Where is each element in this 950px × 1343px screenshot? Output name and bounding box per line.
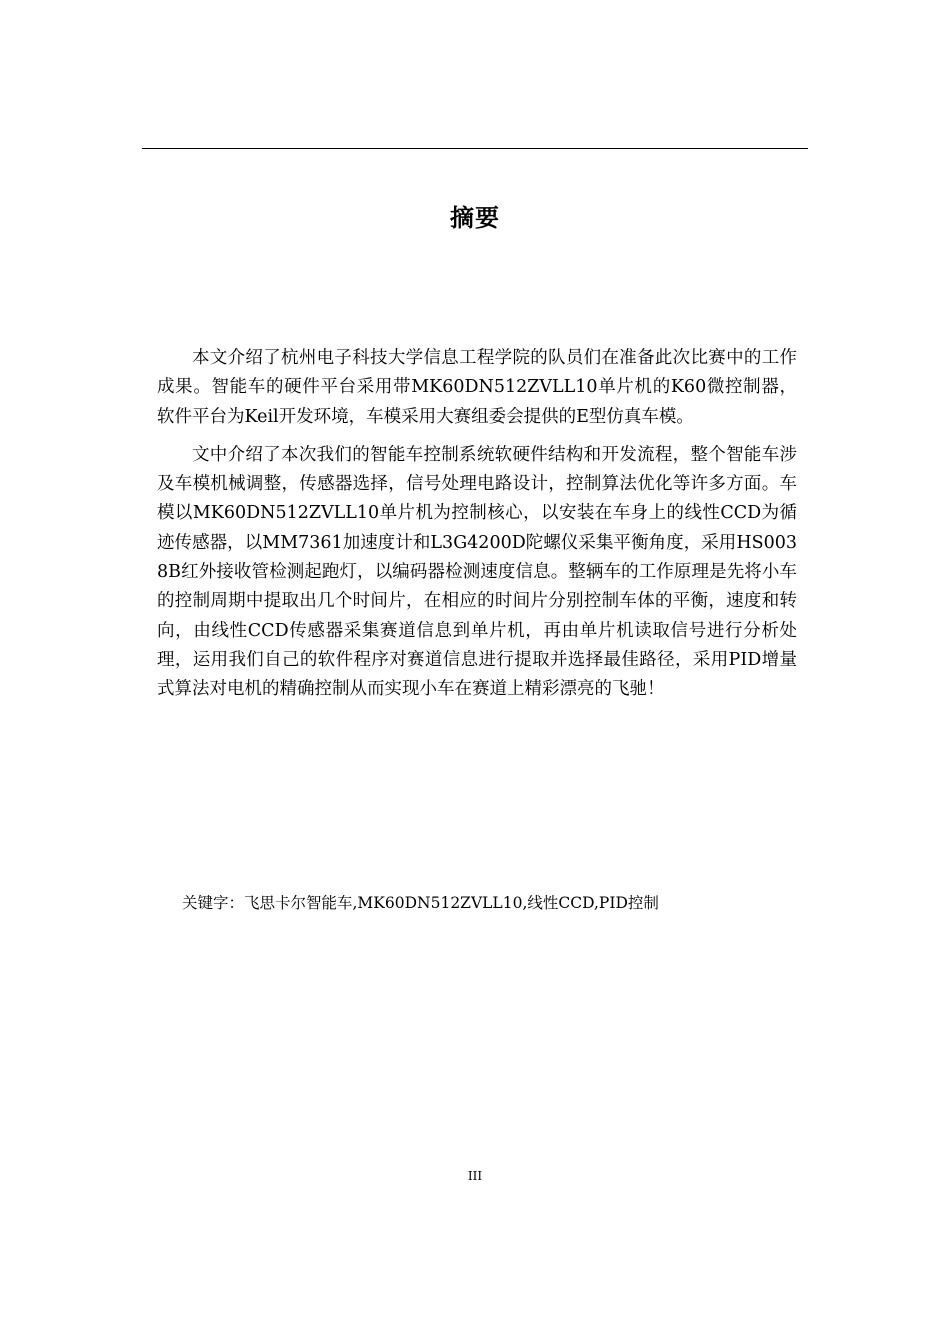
abstract-paragraph-1: 本文介绍了杭州电子科技大学信息工程学院的队员们在准备此次比赛中的工作成果。智能车的硬件平台采用带MK60DN512ZVLL10单片机的K60微控制器，软件平台为Keil开发环境，车模采用大赛组委会提供的E型仿真车模。 — [157, 348, 797, 427]
abstract-body — [157, 344, 797, 714]
page-number: III — [467, 1169, 483, 1183]
abstract-paragraph-2: 文中介绍了本次我们的智能车控制系统软硬件结构和开发流程，整个智能车涉及车模机械调整，传感器选择，信号处理电路设计，控制算法优化等许多方面。车模以MK60DN512ZVLL10单片机为控制核心，以安装在车身上的线性CCD为循迹传感器，以MM7361加速度计和L3G4200D陀螺仪采集平衡角度，采用HS0038B红外接收管检测起跑灯，以编码器检测速度信息。整辆车的工作原理是先将小车的控制周期中提取出几个时间片，在相应的时间片分别控制车体的平衡，速度和转向，由线性CCD传感器采集赛道信息到单片机，再由单片机读取信号进行分析处理，运用我们自己的软件程序对赛道信息进行提取并选择最佳路径，采用PID增量式算法对电机的精确控制从而实现小车在赛道上精彩漂亮的飞驰！ — [157, 444, 797, 700]
abstract-title: 摘要 — [450, 203, 500, 232]
keywords-line: 关键字：飞思卡尔智能车,MK60DN512ZVLL10,线性CCD,PID控制 — [182, 894, 659, 912]
header-rule — [142, 148, 808, 149]
